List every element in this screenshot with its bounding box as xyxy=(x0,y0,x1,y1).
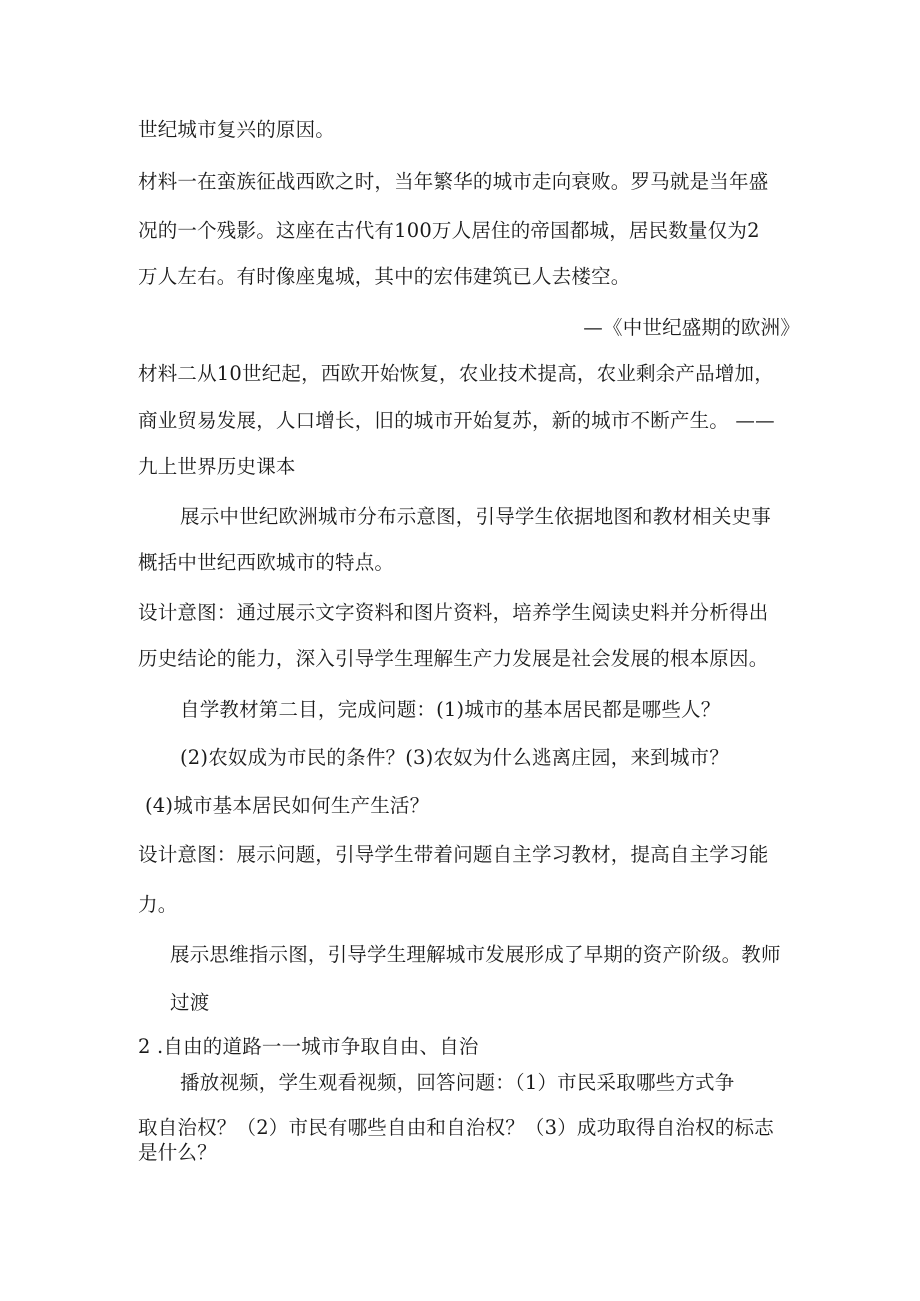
design-intent-2-line-2: 力。 xyxy=(138,893,178,916)
self-study-question-4: (4)城市基本居民如何生产生活？ xyxy=(145,794,430,817)
mind-map-line-1: 展示思维指示图，引导学生理解城市发展形成了早期的资产阶级。教师 xyxy=(170,943,781,966)
self-study-question-1: 自学教材第二目，完成问题：(1)城市的基本居民都是哪些人？ xyxy=(180,698,721,721)
text-line-1: 世纪城市复兴的原因。 xyxy=(138,118,336,141)
material-two-line-1: 材料二从10世纪起，西欧开始恢复，农业技术提高，农业剩余产品增加， xyxy=(138,362,774,385)
material-two-citation: 九上世界历史课本 xyxy=(138,455,296,478)
material-one-line-3: 万人左右。有时像座鬼城，其中的宏伟建筑已人去楼空。 xyxy=(138,265,631,288)
video-activity-line-1: 播放视频，学生观看视频，回答问题：（1）市民采取哪些方式争 xyxy=(180,1071,735,1094)
material-one-line-1: 材料一在蛮族征战西欧之时，当年繁华的城市走向衰败。罗马就是当年盛 xyxy=(138,170,769,193)
map-activity-line-1: 展示中世纪欧洲城市分布示意图，引导学生依据地图和教材相关史事 xyxy=(180,505,772,528)
map-activity-line-2: 概括中世纪西欧城市的特点。 xyxy=(138,551,395,574)
design-intent-1-line-2: 历史结论的能力，深入引导学生理解生产力发展是社会发展的根本原因。 xyxy=(138,647,769,670)
mind-map-line-2: 过渡 xyxy=(170,991,210,1014)
material-one-line-2: 况的一个残影。这座在古代有100万人居住的帝国都城，居民数量仅为2 xyxy=(138,219,760,242)
material-one-citation: —《中世纪盛期的欧洲》 xyxy=(583,316,800,339)
design-intent-2-line-1: 设计意图：展示问题，引导学生带着问题自主学习教材，提高自主学习能 xyxy=(138,843,769,866)
section-heading-2: 2 .自由的道路一一城市争取自由、自治 xyxy=(138,1035,479,1058)
video-activity-line-2: 取自治权？（2）市民有哪些自由和自治权？（3）成功取得自治权的标志 xyxy=(138,1116,774,1139)
design-intent-1-line-1: 设计意图：通过展示文字资料和图片资料，培养学生阅读史料并分析得出 xyxy=(138,601,769,624)
self-study-questions-2-3: (2)农奴成为市民的条件？(3)农奴为什么逃离庄园，来到城市？ xyxy=(180,746,729,769)
video-activity-line-3: 是什么？ xyxy=(138,1141,217,1164)
material-two-line-2: 商业贸易发展，人口增长，旧的城市开始复苏，新的城市不断产生。 —— xyxy=(138,409,775,432)
